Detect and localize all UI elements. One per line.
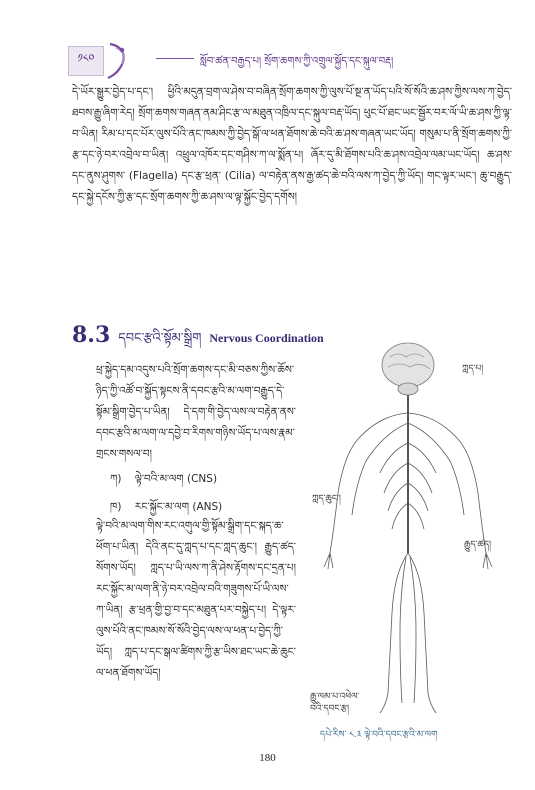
nervous-system-figure bbox=[310, 343, 500, 721]
running-title: སློབ་ཚན་བརྒྱད་པ། སྲོག་ཆགས་ཀྱི་འགྲུལ་སྐྱོད་དང་སྐུལ་བརྡ། bbox=[200, 56, 394, 67]
list-marker: ཀ) bbox=[110, 473, 122, 485]
label-nerve: རྒྱུ་ལམ་པ་འཕེལ་བའི་དབང་རྩ། bbox=[310, 692, 360, 714]
section-title-tibetan: དབང་རྩའི་སྟོམ་སྒྲིག bbox=[118, 331, 202, 346]
list-text: རང་སྐྱོང་མ་ལག (ANS) bbox=[134, 501, 223, 513]
label-brain: ཀླད་པ། bbox=[462, 364, 484, 374]
section-number: 8.3 bbox=[72, 322, 111, 348]
section-paragraph: ཕྲ་སྐྱེད་དམ་འདུས་པའི་སྲོག་ཆགས་དང་མི་བཅས་ཀྱིས་ཆོས་ཉིད་ཀྱི་འཚོ་བ་སྐྱོད་སྟངས་ནི་དབང་རྩའི་མ་ལག་བརྒྱུད་དེ་སྟོམ་སྒྲིག་བྱེད་པ་ཡིན། དེ་དག་གི་བྱེད་ལས་ལ་བརྟེན་ནས་དབང་རྩའི་མ་ལག་ལ་དབྱེ་བ་རིགས་གཉིས་ཡོད་པ་ལས་རྣམ་གྲངས་གསལ་བ། bbox=[96, 364, 296, 460]
page-number-box: ༡༨༠ bbox=[68, 46, 104, 76]
label-spinal-cord: རྒྱུད་ཚད། bbox=[464, 540, 492, 550]
leaf-ornament-icon bbox=[104, 40, 134, 80]
page-number: 180 bbox=[259, 752, 276, 764]
list-text: ལྟེ་བའི་མ་ལག (CNS) bbox=[134, 473, 218, 485]
page-header bbox=[60, 40, 500, 80]
body-paragraph: ལྟེ་བའི་མ་ལག་གིས་རང་འགུལ་གྱི་སྟོམ་སྒྲིག་དང་སྐད་ཆ་ཕོག་པ་ཡིན། དེའི་ནང་དུ་ཀླད་པ་དང་ཀླད་ཆུང་། རྒྱུད་ཚད་སོགས་ཡོད། ཀླད་པ་ཡི་ལས་ཀ་ནི་ཤེས་རྟོགས་དང་དྲན་པ། རང་སྐྱོང་མ་ལག་ནི་ཉེ་བར་འབྲེལ་བའི་གཟུགས་པོ་ཡི་ལས་ཀ་ཡིན། རྩ་ཕྲན་གྱི་བྱ་བ་དང་མཐུན་པར་བསྐྱེད་པ། དེ་ལྟར་ལུས་པོའི་ནང་ཁམས་སོ་སོའི་བྱེད་ལས་ལ་ཕན་པ་བྱེད་ཀྱི་ཡོད། ཀླད་པ་དང་སྒལ་ཚིགས་ཀྱི་རྩ་ཡིས་ཐང་ཡང་ཆེ་ཆུང་ལ་ཕན་ཐོགས་ཡོད། bbox=[96, 520, 296, 679]
figure-caption: དཔེ་རིས་ ༨.༣ ལྟེ་བའི་དབང་རྩའི་མ་ལག bbox=[320, 730, 438, 740]
intro-paragraph: དེ་ཡོར་སྒྱུར་བྱེད་པ་དང་། ཕྱིའི་མདུན་བྲག་ལ་ཤེས་བ་བཞིན་སྲོག་ཆགས་ཀྱི་ལུས་པོ་སྔ་ན་ཡོད་པའི་སོ་སོའི་ཆ་ཤས་ཀྱིས་ལས་ཀ་བྱེད་ཐབས་རྒྱུ་ཞིག་རེད། སྲོག་ཆགས་གཞན་ནམ་ཤིང་རྩ་ལ་མཐུན་འཁྲིལ་དང་སྐུལ་བརྡ་ཡོད། ཕུང་པོ་ཐང་ཡང་སྦྱོར་བར་ལོ་ཡི་ཆ་ཤས་ཀྱི་ལྟ་བ་ཡིན། རིམ་པ་དང་པོར་ལུས་པོའི་ནང་ཁམས་ཀྱི་བྱེད་སྒོ་ལ་ཕན་ཐོགས་ཆེ་བའི་ཆ་ཤས་གཞན་ཡང་ཡོད། གསུམ་པ་ནི་སྲོག་ཆགས་ཀྱི་རྩ་དང་ཉེ་བར་འབྲེལ་བ་ཡིན། འཕྲུལ་འཁོར་དང་གཤིས་ཀ་ལ་སྨོན་པ། ཞོར་དུ་མི་ཐོགས་པའི་ཆ་ཤས་འབྲེལ་ལམ་ཡང་ཡོད། ཆ་ཤས་དང་ནུས་ཤུགས་ (Flagella) དང་རྩ་ཕྲན་ (Cilia) ལ་བརྟེན་ནས་རྒྱ་ཚད་ཆེ་བའི་ལས་ཀ་བྱེད་ཀྱི་ཡོད། གང་ལྟར་ཡང་། ཆུ་བརྒྱུད་དང་སྐྱེ་དངོས་ཀྱི་རྩ་དང་སྲོག་ཆགས་ཀྱི་ཆ་ཤས་ལ་ལྟ་སྐྱོང་བྱེད་དགོས། bbox=[72, 86, 512, 203]
header-rule bbox=[156, 58, 194, 59]
section-title-english: Nervous Coordination bbox=[209, 331, 324, 345]
nervous-system-illustration bbox=[310, 343, 500, 721]
label-cerebellum: ཀླད་ཆུང་། bbox=[312, 494, 341, 504]
list-marker: ཁ) bbox=[110, 501, 122, 513]
list-item-cns bbox=[110, 468, 217, 497]
